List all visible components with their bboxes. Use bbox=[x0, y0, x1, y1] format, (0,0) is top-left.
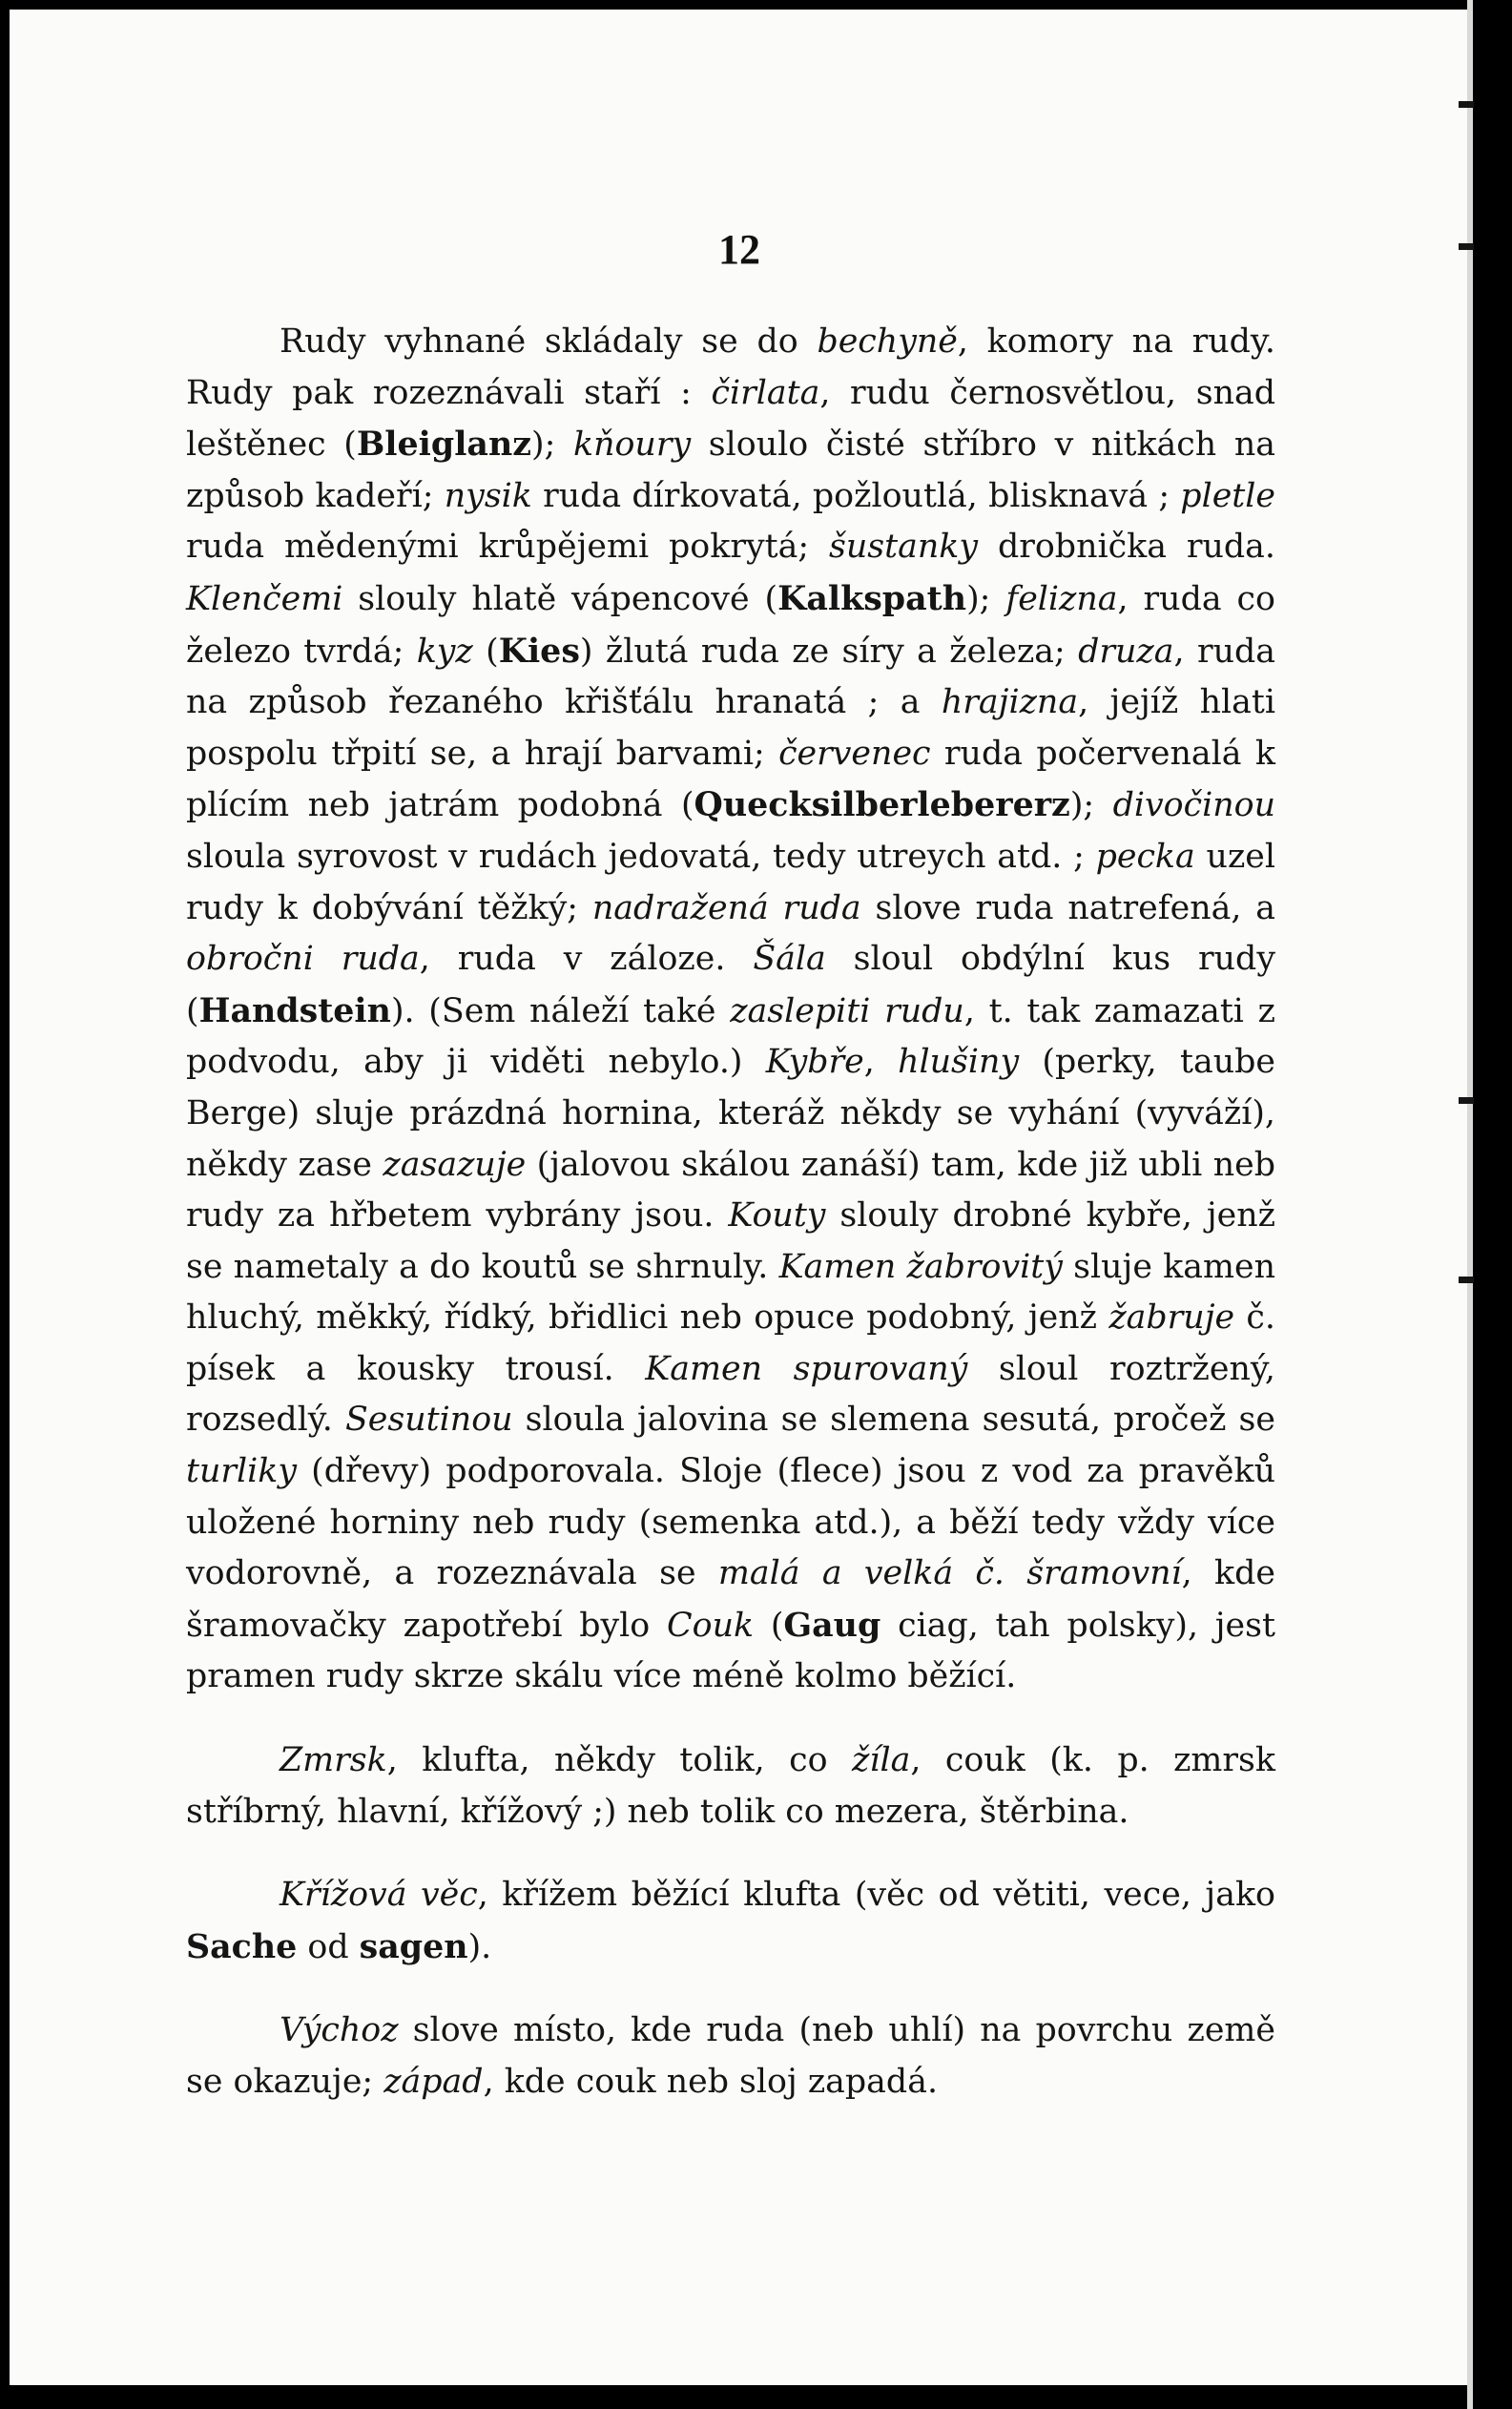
italic-term: zasazuje bbox=[383, 1145, 527, 1184]
text-run: , ruda co železo tvrdá; bbox=[186, 579, 1275, 671]
text-run: , bbox=[863, 1043, 899, 1082]
italic-term: malá a velká č. šramovní bbox=[717, 1554, 1182, 1593]
text-run: ) žlutá ruda ze síry a železa; bbox=[579, 632, 1079, 671]
text-run: , kde šramovačky zapotřebí bylo bbox=[186, 1554, 1276, 1645]
text-run: ruda dírkovatá, požloutlá, blisknavá ; bbox=[531, 476, 1181, 515]
italic-term: Couk bbox=[667, 1606, 755, 1645]
text-run: ); bbox=[966, 579, 1006, 618]
italic-term: kyz bbox=[416, 632, 473, 671]
paragraph-1 bbox=[186, 317, 1275, 1703]
italic-term: Zmrsk bbox=[280, 1741, 387, 1780]
italic-term: žíla bbox=[852, 1741, 911, 1780]
italic-term: Sesutinou bbox=[344, 1401, 513, 1440]
text-run: ruda počervenalá k plícím neb jatrám podobná ( bbox=[186, 734, 1276, 825]
italic-term: turliky bbox=[186, 1452, 298, 1491]
italic-term: obročni ruda bbox=[186, 940, 420, 979]
page-number: 12 bbox=[718, 226, 760, 273]
scan-edge-mark bbox=[1459, 1277, 1474, 1283]
text-run: (perky, taube Berge) sluje prázdná hornina, kteráž někdy se vyhání (vyváží), někdy zase bbox=[186, 1043, 1276, 1184]
text-run: ); bbox=[1069, 786, 1113, 825]
text-run: sloula syrovost v rudách jedovatá, tedy utreych atd. ; bbox=[186, 837, 1096, 876]
text-run: č. písek a kousky trousí. bbox=[186, 1298, 1275, 1388]
german-term: Kies bbox=[498, 631, 580, 671]
book-page bbox=[10, 10, 1469, 2385]
text-run: , ruda v záloze. bbox=[419, 940, 754, 979]
paragraph-3 bbox=[186, 1870, 1275, 1973]
text-run: ciag, tah polsky), jest pramen rudy skrze skálu více méně kolmo běžící. bbox=[186, 1606, 1275, 1696]
paragraph-4 bbox=[186, 2005, 1275, 2108]
text-run: , couk (k. p. zmrsk stříbrný, hlavní, křížový ;) neb tolik co mezera, štěrbina. bbox=[186, 1741, 1275, 1831]
text-run: ). bbox=[467, 1927, 492, 1966]
italic-term: Křížová věc bbox=[280, 1876, 478, 1915]
text-run: , komory na rudy. Rudy pak rozeznávali staří : bbox=[186, 322, 1275, 412]
text-run: ). (Sem náleží také bbox=[390, 991, 731, 1030]
scan-edge-mark bbox=[1459, 101, 1474, 108]
scan-edge-mark bbox=[1459, 243, 1474, 250]
german-term: Bleiglanz bbox=[356, 425, 532, 465]
italic-term: pecka bbox=[1095, 837, 1195, 876]
text-run: sloul roztržený, rozsedlý. bbox=[186, 1349, 1275, 1440]
italic-term: Kamen spurovaný bbox=[645, 1349, 968, 1388]
text-run: , ruda na způsob řezaného křišťálu hranatá ; a bbox=[186, 632, 1276, 722]
scan-edge-mark bbox=[1459, 1097, 1474, 1104]
italic-term: Klenčemi bbox=[186, 579, 343, 618]
text-run: sloula jalovina se slemena sesutá, pročež se bbox=[512, 1401, 1275, 1440]
italic-term: Šála bbox=[753, 940, 826, 979]
italic-term: bechyně bbox=[817, 322, 958, 361]
italic-term: zaslepiti rudu bbox=[730, 991, 964, 1030]
text-run: ); bbox=[531, 426, 573, 465]
german-term: sagen bbox=[359, 1926, 468, 1966]
italic-term: šustanky bbox=[829, 528, 979, 567]
text-run: drobnička ruda. bbox=[978, 528, 1275, 567]
italic-term: druza bbox=[1078, 632, 1174, 671]
text-run: (jalovou skálou zanáší) tam, kde již ubli neb rudy za hřbetem vybrány jsou. bbox=[186, 1145, 1275, 1236]
german-term: Handstein bbox=[198, 990, 391, 1030]
text-run: Rudy vyhnané skládaly se do bbox=[280, 322, 818, 361]
text-run: , jejíž hlati pospolu třpití se, a hrají barvami; bbox=[186, 683, 1275, 773]
text-run: od bbox=[297, 1927, 360, 1966]
text-run: slove ruda natrefená, a bbox=[860, 888, 1275, 927]
scan-edge bbox=[1467, 0, 1473, 2409]
italic-term: hlušiny bbox=[898, 1043, 1020, 1082]
italic-term: nysik bbox=[444, 476, 532, 515]
german-term: Kalkspath bbox=[777, 578, 967, 618]
text-run: , rudu černosvětlou, snad leštěnec ( bbox=[186, 373, 1275, 465]
text-run: , t. tak zamazati z podvodu, aby ji viděti nebylo.) bbox=[186, 991, 1275, 1082]
text-run: slove místo, kde ruda (neb uhlí) na povrchu země se okazuje; bbox=[186, 2011, 1275, 2101]
german-term: Quecksilberlebererz bbox=[694, 785, 1070, 825]
italic-term: Kamen žabrovitý bbox=[778, 1247, 1063, 1286]
text-run: slouly hlatě vápencové ( bbox=[342, 579, 778, 618]
german-term: Sache bbox=[186, 1926, 298, 1966]
text-run: ( bbox=[754, 1606, 784, 1645]
italic-term: pletle bbox=[1180, 476, 1275, 515]
italic-term: Výchoz bbox=[280, 2011, 399, 2050]
italic-term: žabruje bbox=[1108, 1298, 1235, 1338]
text-run: sloulo čisté stříbro v nitkách na způsob kadeří; bbox=[186, 426, 1275, 515]
text-run: ( bbox=[472, 632, 499, 671]
text-run: ruda mědenými krůpějemi pokrytá; bbox=[186, 528, 829, 567]
text-run: slouly drobné kybře, jenž se nametaly a do koutů se shrnuly. bbox=[186, 1196, 1275, 1286]
italic-term: nadražená ruda bbox=[591, 888, 861, 927]
text-run: uzel rudy k dobývání těžký; bbox=[186, 837, 1275, 927]
body-text bbox=[186, 317, 1275, 2108]
paragraph-2 bbox=[186, 1735, 1275, 1838]
italic-term: divočinou bbox=[1112, 786, 1275, 825]
italic-term: kňoury bbox=[572, 426, 692, 465]
italic-term: čirlata bbox=[711, 373, 820, 412]
text-run: sluje kamen hluchý, měkký, řídký, břidlici neb opuce podobný, jenž bbox=[186, 1247, 1275, 1338]
italic-term: felizna bbox=[1005, 579, 1118, 618]
italic-term: západ bbox=[383, 2063, 484, 2101]
text-run: sloul obdýlní kus rudy ( bbox=[186, 940, 1275, 1030]
text-run: , kde couk neb sloj zapadá. bbox=[483, 2063, 939, 2101]
text-run: , křížem běžící klufta (věc od větiti, vece, jako bbox=[477, 1876, 1275, 1915]
text-run: , klufta, někdy tolik, co bbox=[386, 1741, 853, 1780]
italic-term: Kybře bbox=[765, 1043, 864, 1082]
italic-term: červenec bbox=[778, 734, 931, 773]
italic-term: Kouty bbox=[728, 1196, 826, 1236]
italic-term: hrajizna bbox=[941, 683, 1079, 722]
german-term: Gaug bbox=[783, 1605, 881, 1645]
text-run: (dřevy) podporovala. Sloje (flece) jsou z vod za pravěků uložené horniny neb rudy (semenka atd.), a běží tedy vždy více vodorovně, a rozeznávala se bbox=[186, 1452, 1275, 1593]
